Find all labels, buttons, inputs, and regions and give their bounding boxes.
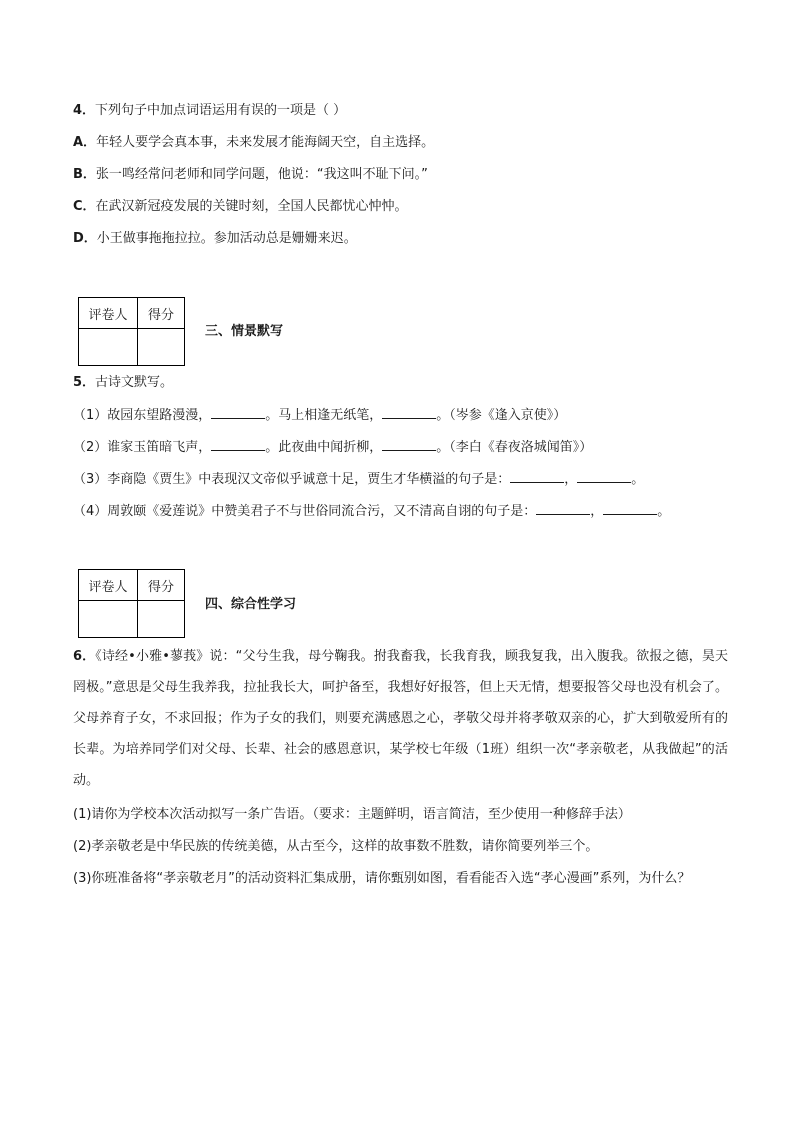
answer-blank[interactable] [211,437,265,451]
poem-item-2-mid: 。此夜曲中闻折柳， [265,440,383,455]
option-a [73,133,434,153]
question-4-text: 下列句子中加点词语运用有误的一项是（ ） [95,103,347,118]
poem-item-4-suffix: 。 [657,504,671,519]
question-number: 5． [73,375,96,390]
poem-item-4 [73,501,670,522]
answer-blank[interactable] [536,501,590,515]
grader-label: 评卷人 [79,570,138,601]
grader-label: 评卷人 [79,298,138,329]
option-a-text: 年轻人要学会真本事，未来发展才能海阔天空，自主选择。 [96,135,435,150]
option-b-text: 张一鸣经常问老师和同学问题，他说：“我这叫不耻下问。” [95,167,428,182]
score-table-section-3 [78,297,185,366]
option-d-letter: D． [73,231,97,246]
answer-blank[interactable] [382,405,436,419]
option-b [73,165,428,185]
question-6-text: 《诗经•小雅•蓼莪》说：“父兮生我，母兮鞠我。拊我畜我，长我育我，顾我复我，出入腹我。欲报之德，昊天罔极。”意思是父母生我养我，拉扯我长大，呵护备至，我想好好报答，但上天无情，想要报答父母也没有机会了。父母养育子女，不求回报；作为子女的我们，则要充满感恩之心，孝敬父母并将孝敬双亲的心，扩大到敬爱所有的长辈。为培养同学们对父母、长辈、社会的感恩意识，某学校七年级（1班）组织一次“孝亲敬老，从我做起”的活动。 [73,649,728,788]
answer-blank[interactable] [603,501,657,515]
poem-item-1-prefix: （1）故园东望路漫漫， [73,408,212,423]
answer-blank[interactable] [211,405,265,419]
section-3-title: 三、情景默写 [205,324,284,339]
option-d-text: 小王做事拖拖拉拉。参加活动总是姗姗来迟。 [96,231,357,246]
answer-blank[interactable] [382,437,436,451]
question-5-text: 古诗文默写。 [95,375,174,390]
poem-item-2-suffix: 。（李白《春夜洛城闻笛》） [436,440,593,455]
poem-item-1-suffix: 。（岑参《逢入京使》） [436,408,567,423]
option-d [73,229,357,249]
poem-item-3-mid: ， [564,472,578,487]
option-c [73,197,408,217]
answer-blank[interactable] [577,469,631,483]
poem-item-1 [73,405,566,426]
score-label: 得分 [138,298,185,329]
option-c-letter: C． [73,199,96,214]
question-5-stem [73,373,173,393]
question-number: 6． [73,649,96,664]
score-cell[interactable] [138,329,185,366]
question-6-sub-3: (3)你班准备将“孝亲敬老月”的活动资料汇集成册，请你甄别如图，看看能否入选“孝心漫画”系列，为什么？ [73,871,691,886]
option-b-letter: B． [73,167,96,182]
poem-item-4-prefix: （4）周敦颐《爱莲说》中赞美君子不与世俗同流合污，又不清高自诩的句子是： [73,504,537,519]
poem-item-2 [73,437,592,458]
question-6-sub-2: (2)孝亲敬老是中华民族的传统美德，从古至今，这样的故事数不胜数，请你简要列举三个。 [73,839,599,854]
question-number: 4． [73,103,96,118]
question-6-stem [73,641,728,796]
grader-cell[interactable] [79,601,138,638]
poem-item-2-prefix: （2）谁家玉笛暗飞声， [73,440,212,455]
poem-item-4-mid: ， [590,504,604,519]
grader-cell[interactable] [79,329,138,366]
question-4-stem [73,101,346,121]
answer-blank[interactable] [510,469,564,483]
option-a-letter: A． [73,135,97,150]
poem-item-3 [73,469,644,490]
poem-item-3-suffix: 。 [631,472,645,487]
question-6-sub-1: (1)请你为学校本次活动拟写一条广告语。（要求：主题鲜明，语言简洁，至少使用一种修辞手法） [73,807,631,822]
poem-item-3-prefix: （3）李商隐《贾生》中表现汉文帝似乎诚意十足，贾生才华横溢的句子是： [73,472,511,487]
score-table-section-4 [78,569,185,638]
score-cell[interactable] [138,601,185,638]
poem-item-1-mid: 。马上相逢无纸笔， [265,408,383,423]
option-c-text: 在武汉新冠疫发展的关键时刻，全国人民都忧心忡忡。 [95,199,408,214]
section-4-title: 四、综合性学习 [205,597,297,612]
score-label: 得分 [138,570,185,601]
